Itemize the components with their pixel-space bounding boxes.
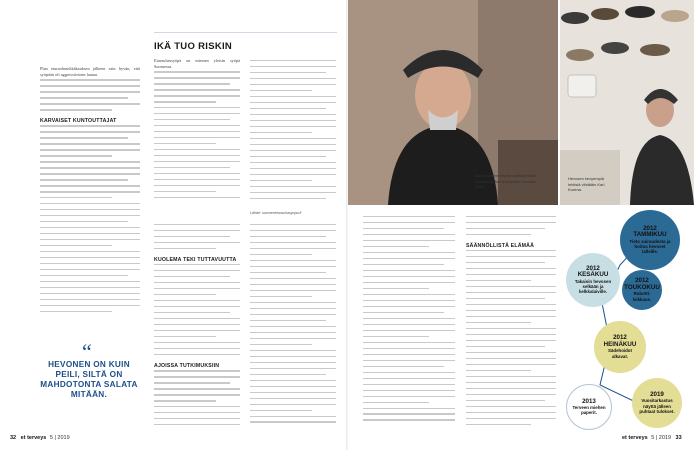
timeline-year: 2012 [613, 334, 627, 342]
box-column-1 [154, 58, 240, 208]
issue-left: 5 | 2019 [49, 435, 70, 441]
timeline-2019 [632, 378, 682, 428]
timeline-month: HEINÄKUU [603, 340, 637, 348]
page-number-right: 33 [675, 435, 682, 441]
issue-right: 5 | 2019 [651, 435, 671, 441]
box-rule [154, 32, 337, 33]
section-heading-ajoissa: AJOISSA TUTKIMUKSIIN [154, 363, 220, 370]
left-column-1 [40, 66, 140, 336]
magazine-name-right: et terveys [622, 435, 648, 441]
section-heading-kuolema: KUOLEMA TEKI TUTTAVUUTTA [154, 257, 237, 263]
box-source: Lähde: suomeneturauhasyopa.fi [250, 211, 302, 215]
timeline-year: 2012 [635, 277, 649, 285]
left-column-2 [154, 224, 240, 429]
right-column-2 [466, 216, 556, 428]
timeline-year: 2019 [650, 390, 664, 398]
section-heading-karvaiset: KARVAISET KUNTOUTTAJAT [40, 118, 117, 125]
timeline-kesakuu [566, 253, 620, 307]
photo-caption-1: Kurimalaisen elämä mullistui Kalle Kurenin ja Jari Kolmekkin hevosen 2012. [475, 173, 537, 190]
box-intro: Eturauhassyöpä on miesten yleisin syöpä Suomessa. [154, 58, 240, 70]
photo-caption-2: Hevosen kevyempiä lehtisiä vihitääin Kari Kurena. [568, 176, 605, 193]
box-title: IKÄ TUO RISKIN [154, 41, 233, 52]
intro-paragraph: Plan eturauhasekkäkauksen jälkeen sain hyvän, että syöpään oli aggressiivinen laatua. [40, 66, 140, 78]
pull-quote: HEVONEN ON KUIN PEILI, SILTÄ ON MAHDOTONTA SALATA MITÄÄN. [40, 360, 138, 399]
timeline-text: Takaisin hevosen selkään ja kelkkalaiville. [574, 278, 612, 295]
right-column-1 [363, 216, 455, 428]
box-column-2 [250, 60, 336, 208]
left-column-3 [250, 224, 336, 429]
quote-mark: “ [82, 339, 92, 364]
timeline-text: Terveen miehen paperit. [572, 405, 606, 416]
section-heading-saannollista: SÄÄNNÖLLISTÄ ELÄMÄÄ [466, 243, 535, 249]
timeline-toukokuu [622, 270, 662, 310]
timeline-month: TOUKOKUU [624, 283, 660, 291]
timeline-text: Tieto sairaudesta ja hoitoa hevoset talleille. [629, 238, 671, 255]
page-number-left: 32 [10, 435, 17, 441]
photo-man-hats-wall [560, 0, 694, 205]
timeline-text: Vuositarkastus näyttä jälleen puhtaat tulokset. [639, 398, 675, 414]
timeline-month: TAMMIKUU [633, 231, 667, 239]
timeline-text: Robotti-leikkaus. [632, 291, 652, 302]
magazine-name-left: et terveys [20, 435, 47, 441]
timeline-month: KESÄKUU [577, 271, 609, 279]
timeline-text: Sädehoidot alkavat. [608, 348, 632, 359]
timeline-heinakuu [594, 321, 646, 373]
footer-right [622, 435, 682, 441]
timeline-year: 2012 [586, 264, 600, 272]
timeline-2013 [566, 384, 612, 430]
timeline-year: 2013 [582, 397, 596, 405]
footer-left [10, 435, 70, 441]
timeline-year: 2012 [643, 224, 657, 232]
timeline-tammikuu [620, 210, 680, 270]
